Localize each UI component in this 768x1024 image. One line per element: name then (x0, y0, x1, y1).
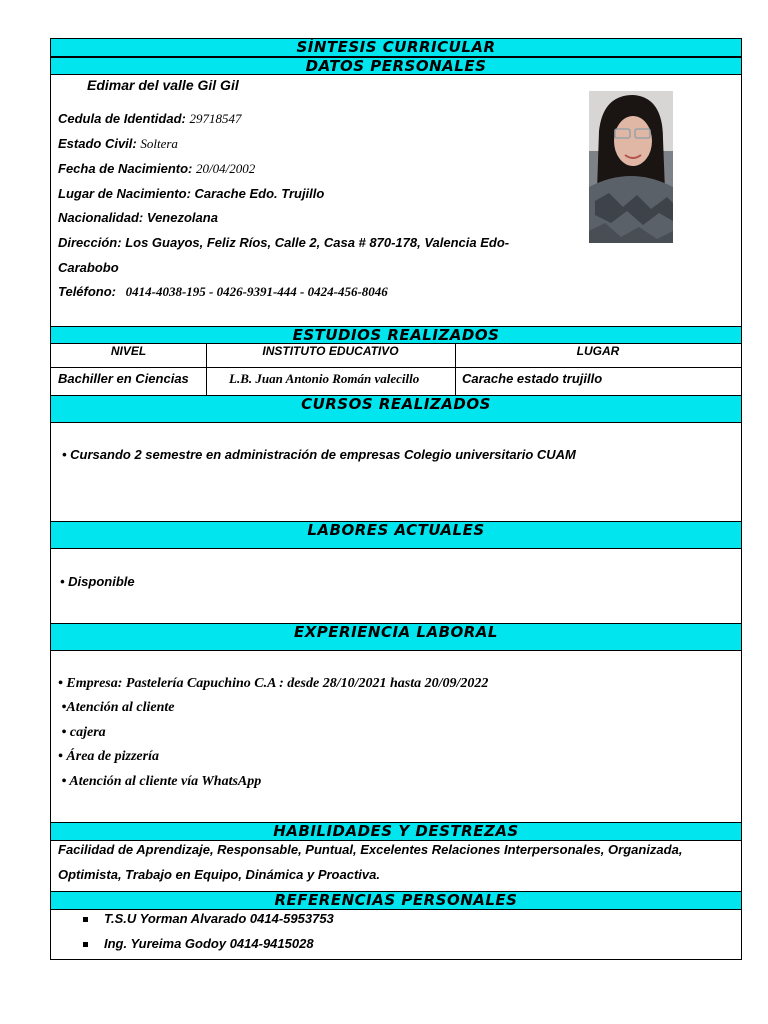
place-value: Carache Edo. Trujillo (194, 186, 325, 201)
bullet-square-icon (83, 942, 88, 947)
studies-header-level: NIVEL (110, 344, 147, 358)
resume-title: SÍNTESIS CURRICULAR (51, 39, 741, 57)
resume-sheet (50, 38, 742, 960)
studies-cell-institute: L.B. Juan Antonio Román valecillo (229, 371, 420, 386)
studies-table (51, 343, 741, 396)
section-studies-header: ESTUDIOS REALIZADOS (51, 326, 741, 344)
current-item: • Disponible (60, 574, 135, 589)
place-row (58, 186, 324, 201)
civil-row (58, 136, 178, 152)
section-experience-header: EXPERIENCIA LABORAL (51, 623, 741, 651)
nationality-value: Venezolana (146, 210, 218, 225)
studies-cell-place: Carache estado trujillo (462, 371, 603, 386)
experience-item: • Atención al cliente vía WhatsApp (58, 774, 262, 789)
birth-value: 20/04/2002 (196, 161, 256, 176)
section-skills-header: HABILIDADES Y DESTREZAS (51, 822, 741, 841)
course-item: • Cursando 2 semestre en administración de empresas Colegio universitario CUAM (62, 447, 576, 462)
bullet-square-icon (83, 917, 88, 922)
phone-label: Teléfono: (58, 284, 117, 299)
experience-item: • cajera (58, 725, 106, 740)
reference-text: T.S.U Yorman Alvarado 0414-5953753 (104, 911, 334, 926)
studies-row-divider (51, 367, 741, 368)
studies-header-place: LUGAR (576, 344, 620, 358)
profile-photo (589, 91, 673, 243)
phone-value: 0414-4038-195 - 0426-9391-444 - 0424-456-8046 (125, 284, 388, 299)
experience-item: • Área de pizzería (58, 749, 159, 764)
phone-row (58, 284, 388, 300)
section-current-header: LABORES ACTUALES (51, 521, 741, 549)
skills-line: Optimista, Trabajo en Equipo, Dinámica y Proactiva. (58, 867, 380, 882)
address-line1: Los Guayos, Feliz Ríos, Calle 2, Casa # 870-178, Valencia Edo- (125, 235, 510, 250)
person-name: Edimar del valle Gil Gil (87, 77, 239, 93)
place-label: Lugar de Nacimiento: (58, 186, 191, 201)
section-personal-header: DATOS PERSONALES (51, 57, 741, 75)
birth-row (58, 161, 255, 177)
skills-line: Facilidad de Aprendizaje, Responsable, Puntual, Excelentes Relaciones Interpersonales, Organizada, (58, 842, 683, 857)
address-row (58, 235, 509, 250)
id-row (58, 111, 241, 127)
nationality-row (58, 210, 218, 225)
id-value: 29718547 (189, 111, 242, 126)
section-references-header: REFERENCIAS PERSONALES (51, 891, 741, 910)
section-courses-header: CURSOS REALIZADOS (51, 395, 741, 423)
reference-item (83, 911, 334, 926)
civil-value: Soltera (140, 136, 178, 151)
reference-text: Ing. Yureima Godoy 0414-9415028 (104, 936, 314, 951)
civil-label: Estado Civil: (58, 136, 137, 151)
experience-item: • Empresa: Pastelería Capuchino C.A : desde 28/10/2021 hasta 20/09/2022 (58, 676, 489, 691)
address-label: Dirección: (58, 235, 122, 250)
experience-item: •Atención al cliente (58, 700, 175, 715)
nationality-label: Nacionalidad: (58, 210, 144, 225)
birth-label: Fecha de Nacimiento: (58, 161, 193, 176)
id-label: Cedula de Identidad: (58, 111, 186, 126)
reference-item (83, 936, 314, 951)
studies-cell-level: Bachiller en Ciencias (58, 371, 189, 386)
address-line2: Carabobo (58, 260, 119, 275)
studies-header-institute: INSTITUTO EDUCATIVO (262, 344, 399, 358)
